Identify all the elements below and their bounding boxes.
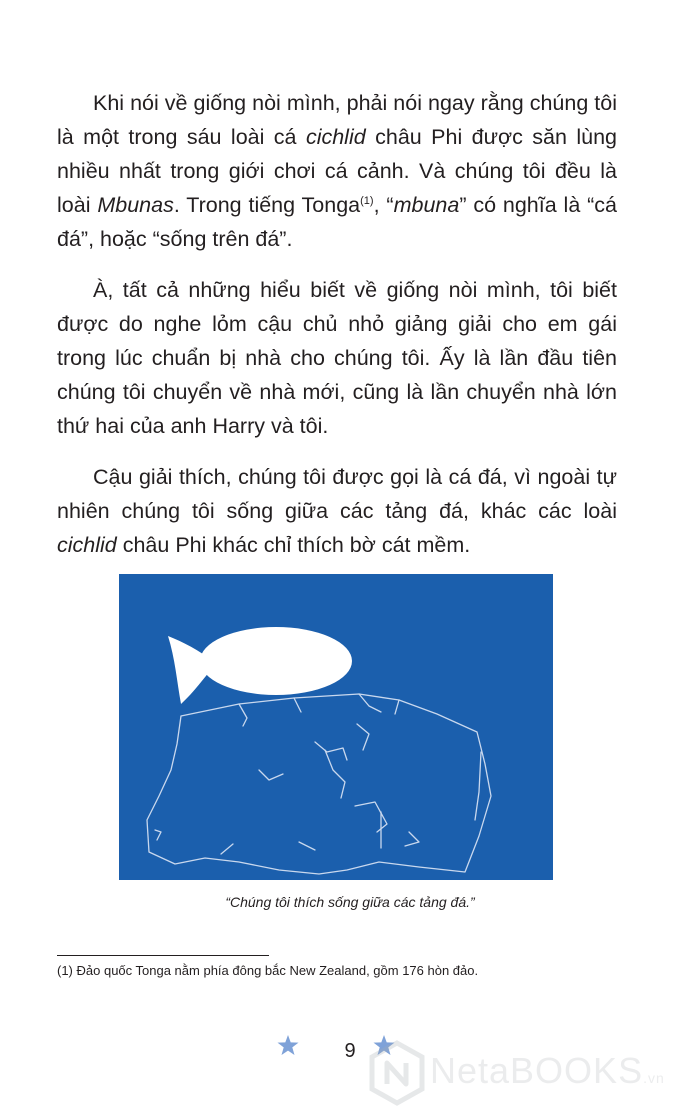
footnote: (1) Đảo quốc Tonga nằm phía đông bắc New Zealand, gồm 176 hòn đảo.: [57, 963, 479, 978]
paragraph: [57, 460, 617, 562]
page-number: 9: [344, 1040, 356, 1062]
text-run: , “: [373, 193, 394, 217]
watermark-brand: NetaBOOKS: [430, 1050, 644, 1091]
watermark: [364, 1024, 700, 1119]
italic-term: cichlid: [57, 533, 117, 557]
fish-icon: [168, 627, 352, 704]
text-run: À, tất cả những hiểu biết về giống nòi mình, tôi biết được do nghe lỏm cậu chủ nhỏ giảng giải cho em gái trong lúc chuẩn bị nhà cho chúng tôi. Ấy là lần đầu tiên chúng tôi chuyển về nhà mới, cũng là lần chuyển nhà lớn thứ hai của anh Harry và tôi.: [57, 278, 617, 438]
footnote-divider: [57, 955, 269, 956]
text-run: ” có nghĩa là “cá đá”, hoặc “sống trên đá”.: [57, 193, 617, 251]
italic-term: Mbunas: [97, 193, 174, 217]
fish-on-rock-illustration: [119, 574, 553, 880]
italic-term: mbuna: [393, 193, 460, 217]
watermark-text: [430, 1050, 665, 1092]
figure-caption: “Chúng tôi thích sống giữa các tảng đá.”: [225, 894, 475, 910]
paragraph: [57, 86, 617, 256]
text-run: châu Phi được săn lùng nhiều nhất trong giới chơi cá cảnh. Và chúng tôi đều là loài: [57, 125, 617, 217]
text-run: Khi nói về giống nòi mình, phải nói ngay rằng chúng tôi là một trong sáu loài cá: [57, 91, 617, 149]
paragraph: [57, 273, 617, 443]
illustration-fish-rocks: [119, 574, 553, 880]
rock-outline: [147, 694, 491, 874]
italic-term: cichlid: [305, 125, 366, 149]
watermark-suffix: .vn: [643, 1070, 665, 1086]
body-text: [57, 86, 617, 562]
netabooks-logo-icon: [368, 1040, 426, 1106]
text-run: châu Phi khác chỉ thích bờ cát mềm.: [116, 533, 471, 557]
text-run: . Trong tiếng Tonga: [173, 193, 361, 217]
footnote-ref: (1): [360, 194, 374, 207]
text-run: Cậu giải thích, chúng tôi được gọi là cá đá, vì ngoài tự nhiên chúng tôi sống giữa các tảng đá, khác các loài: [57, 465, 617, 523]
